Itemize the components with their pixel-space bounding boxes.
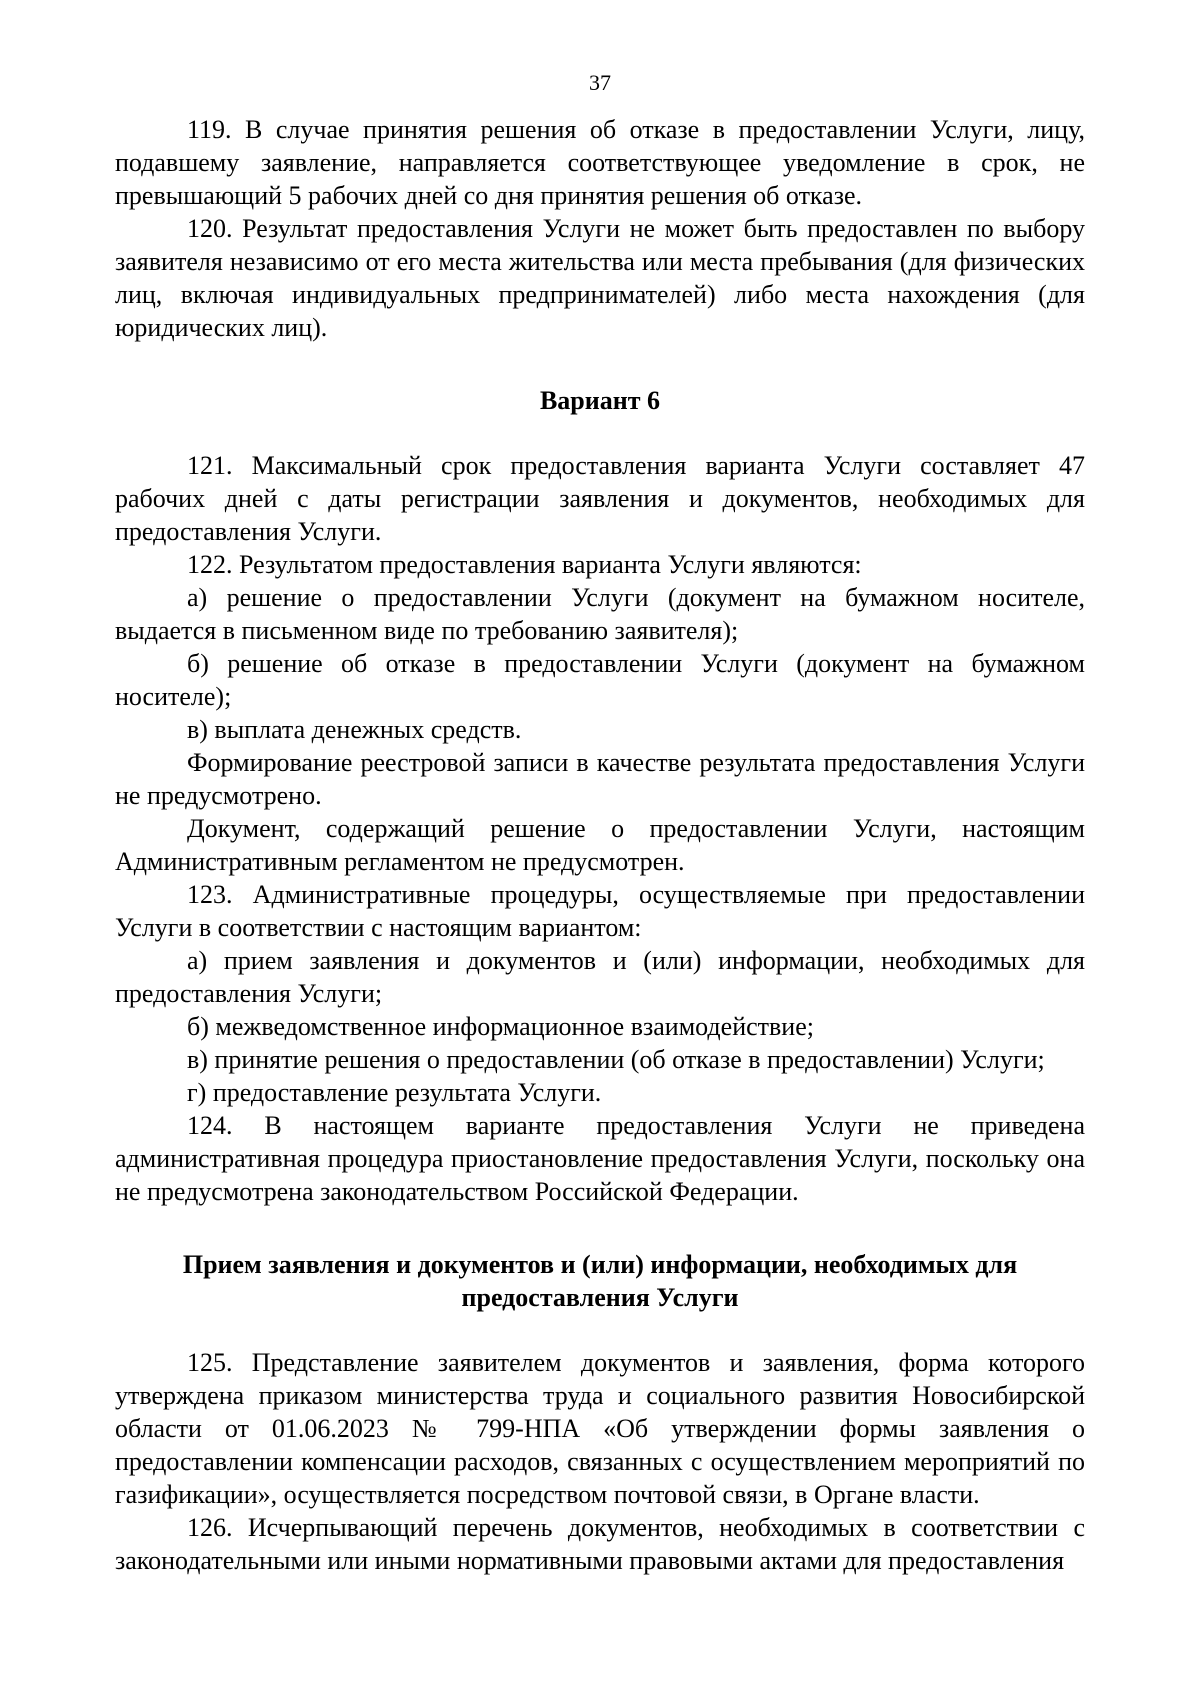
document-body [115,113,1085,1577]
paragraph-registry-record: Формирование реестровой записи в качестве результата предоставления Услуги не предусмотрено. [115,748,1085,810]
list-item-123-a: а) прием заявления и документов и (или) информации, необходимых для предоставления Услуги; [115,946,1085,1008]
list-item-123-c: в) принятие решения о предоставлении (об отказе в предоставлении) Услуги; [187,1045,1045,1074]
paragraph-123: 123. Административные процедуры, осуществляемые при предоставлении Услуги в соответствии с настоящим вариантом: [115,880,1085,942]
list-item-123-d: г) предоставление результата Услуги. [187,1078,602,1107]
paragraph-119: 119. В случае принятия решения об отказе в предоставлении Услуги, лицу, подавшему заявление, направляется соответствующее уведомление в срок, не превышающий 5 рабочих дней со дня принятия решения об отказе. [115,115,1085,210]
page-number: 37 [589,70,611,95]
list-item-122-b: б) решение об отказе в предоставлении Услуги (документ на бумажном носителе); [115,649,1085,711]
paragraph-decision-document: Документ, содержащий решение о предоставлении Услуги, настоящим Административным регламентом не предусмотрен. [115,814,1085,876]
paragraph-125: 125. Представление заявителем документов и заявления, форма которого утверждена приказом министерства труда и социального развития Новосибирской области от 01.06.2023 № 799-НПА «Об утверждении формы заявления о предоставлении компенсации расходов, связанных с осуществлением мероприятий по газификации», осуществляется посредством почтовой связи, в Органе власти. [115,1348,1085,1509]
list-item-122-a: а) решение о предоставлении Услуги (документ на бумажном носителе, выдается в письменном виде по требованию заявителя); [115,583,1085,645]
list-item-122-c: в) выплата денежных средств. [187,715,522,744]
paragraph-126: 126. Исчерпывающий перечень документов, необходимых в соответствии с законодательными или иными нормативными правовыми актами для предоставления [115,1513,1085,1575]
paragraph-120: 120. Результат предоставления Услуги не может быть предоставлен по выбору заявителя независимо от его места жительства или места пребывания (для физических лиц, включая индивидуальных предпринимателей) либо места нахождения (для юридических лиц). [115,214,1085,342]
paragraph-124: 124. В настоящем варианте предоставления Услуги не приведена административная процедура приостановление предоставления Услуги, поскольку она не предусмотрена законодательством Российской Федерации. [115,1111,1085,1206]
section-heading-reception: Прием заявления и документов и (или) информации, необходимых для предоставления Услуги [182,1250,1018,1312]
paragraph-121: 121. Максимальный срок предоставления варианта Услуги составляет 47 рабочих дней с даты регистрации заявления и документов, необходимых для предоставления Услуги. [115,451,1085,546]
list-item-123-b: б) межведомственное информационное взаимодействие; [187,1012,814,1041]
paragraph-122: 122. Результатом предоставления варианта Услуги являются: [187,550,862,579]
section-heading-variant-6: Вариант 6 [539,386,661,415]
